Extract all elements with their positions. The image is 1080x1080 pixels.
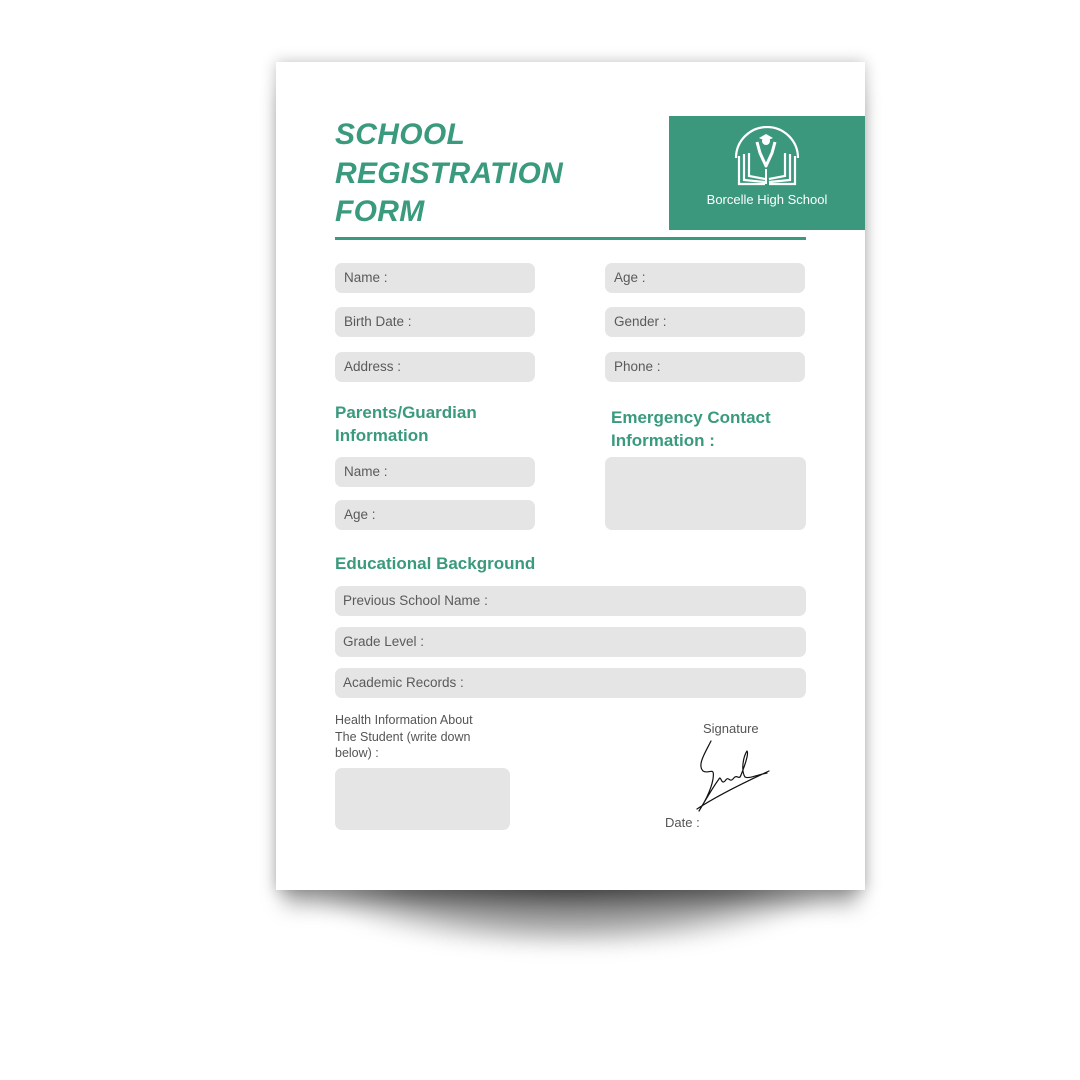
form-title-line-2: REGISTRATION	[335, 156, 564, 190]
gender-field[interactable]: Gender :	[605, 307, 805, 337]
address-field[interactable]: Address :	[335, 352, 535, 382]
school-logo-panel	[669, 116, 865, 230]
student-name-field[interactable]: Name :	[335, 263, 535, 293]
form-title-line-3: FORM	[335, 195, 425, 228]
parent-name-field[interactable]: Name :	[335, 457, 535, 487]
parents-heading-line-1: Parents/Guardian	[335, 403, 477, 422]
registration-form-page	[276, 62, 865, 890]
emergency-contact-heading	[611, 406, 771, 452]
academic-records-field[interactable]: Academic Records :	[335, 668, 806, 698]
emergency-contact-textarea[interactable]	[605, 457, 806, 530]
emergency-heading-line-1: Emergency Contact	[611, 408, 771, 427]
date-label: Date :	[665, 815, 700, 830]
health-label-line-2: The Student (write down	[335, 729, 471, 744]
form-title	[335, 116, 563, 232]
form-title-line-1: SCHOOL	[335, 118, 466, 151]
health-label-line-1: Health Information About	[335, 713, 473, 727]
phone-field[interactable]: Phone :	[605, 352, 805, 382]
health-info-label	[335, 712, 473, 762]
student-age-field[interactable]: Age :	[605, 263, 805, 293]
health-info-textarea[interactable]	[335, 768, 510, 830]
birth-date-field[interactable]: Birth Date :	[335, 307, 535, 337]
signature-label: Signature	[703, 721, 759, 736]
open-book-graduate-icon	[730, 126, 804, 190]
title-divider	[335, 237, 806, 240]
handwritten-signature	[691, 735, 771, 815]
educational-background-heading: Educational Background	[335, 554, 536, 573]
previous-school-field[interactable]: Previous School Name :	[335, 586, 806, 616]
parents-heading-line-2: Information	[335, 426, 429, 445]
health-label-line-3: below) :	[335, 746, 379, 760]
emergency-heading-line-2: Information :	[611, 431, 715, 450]
grade-level-field[interactable]: Grade Level :	[335, 627, 806, 657]
school-name: Borcelle High School	[706, 192, 828, 207]
parents-guardian-heading	[335, 401, 477, 447]
parent-age-field[interactable]: Age :	[335, 500, 535, 530]
